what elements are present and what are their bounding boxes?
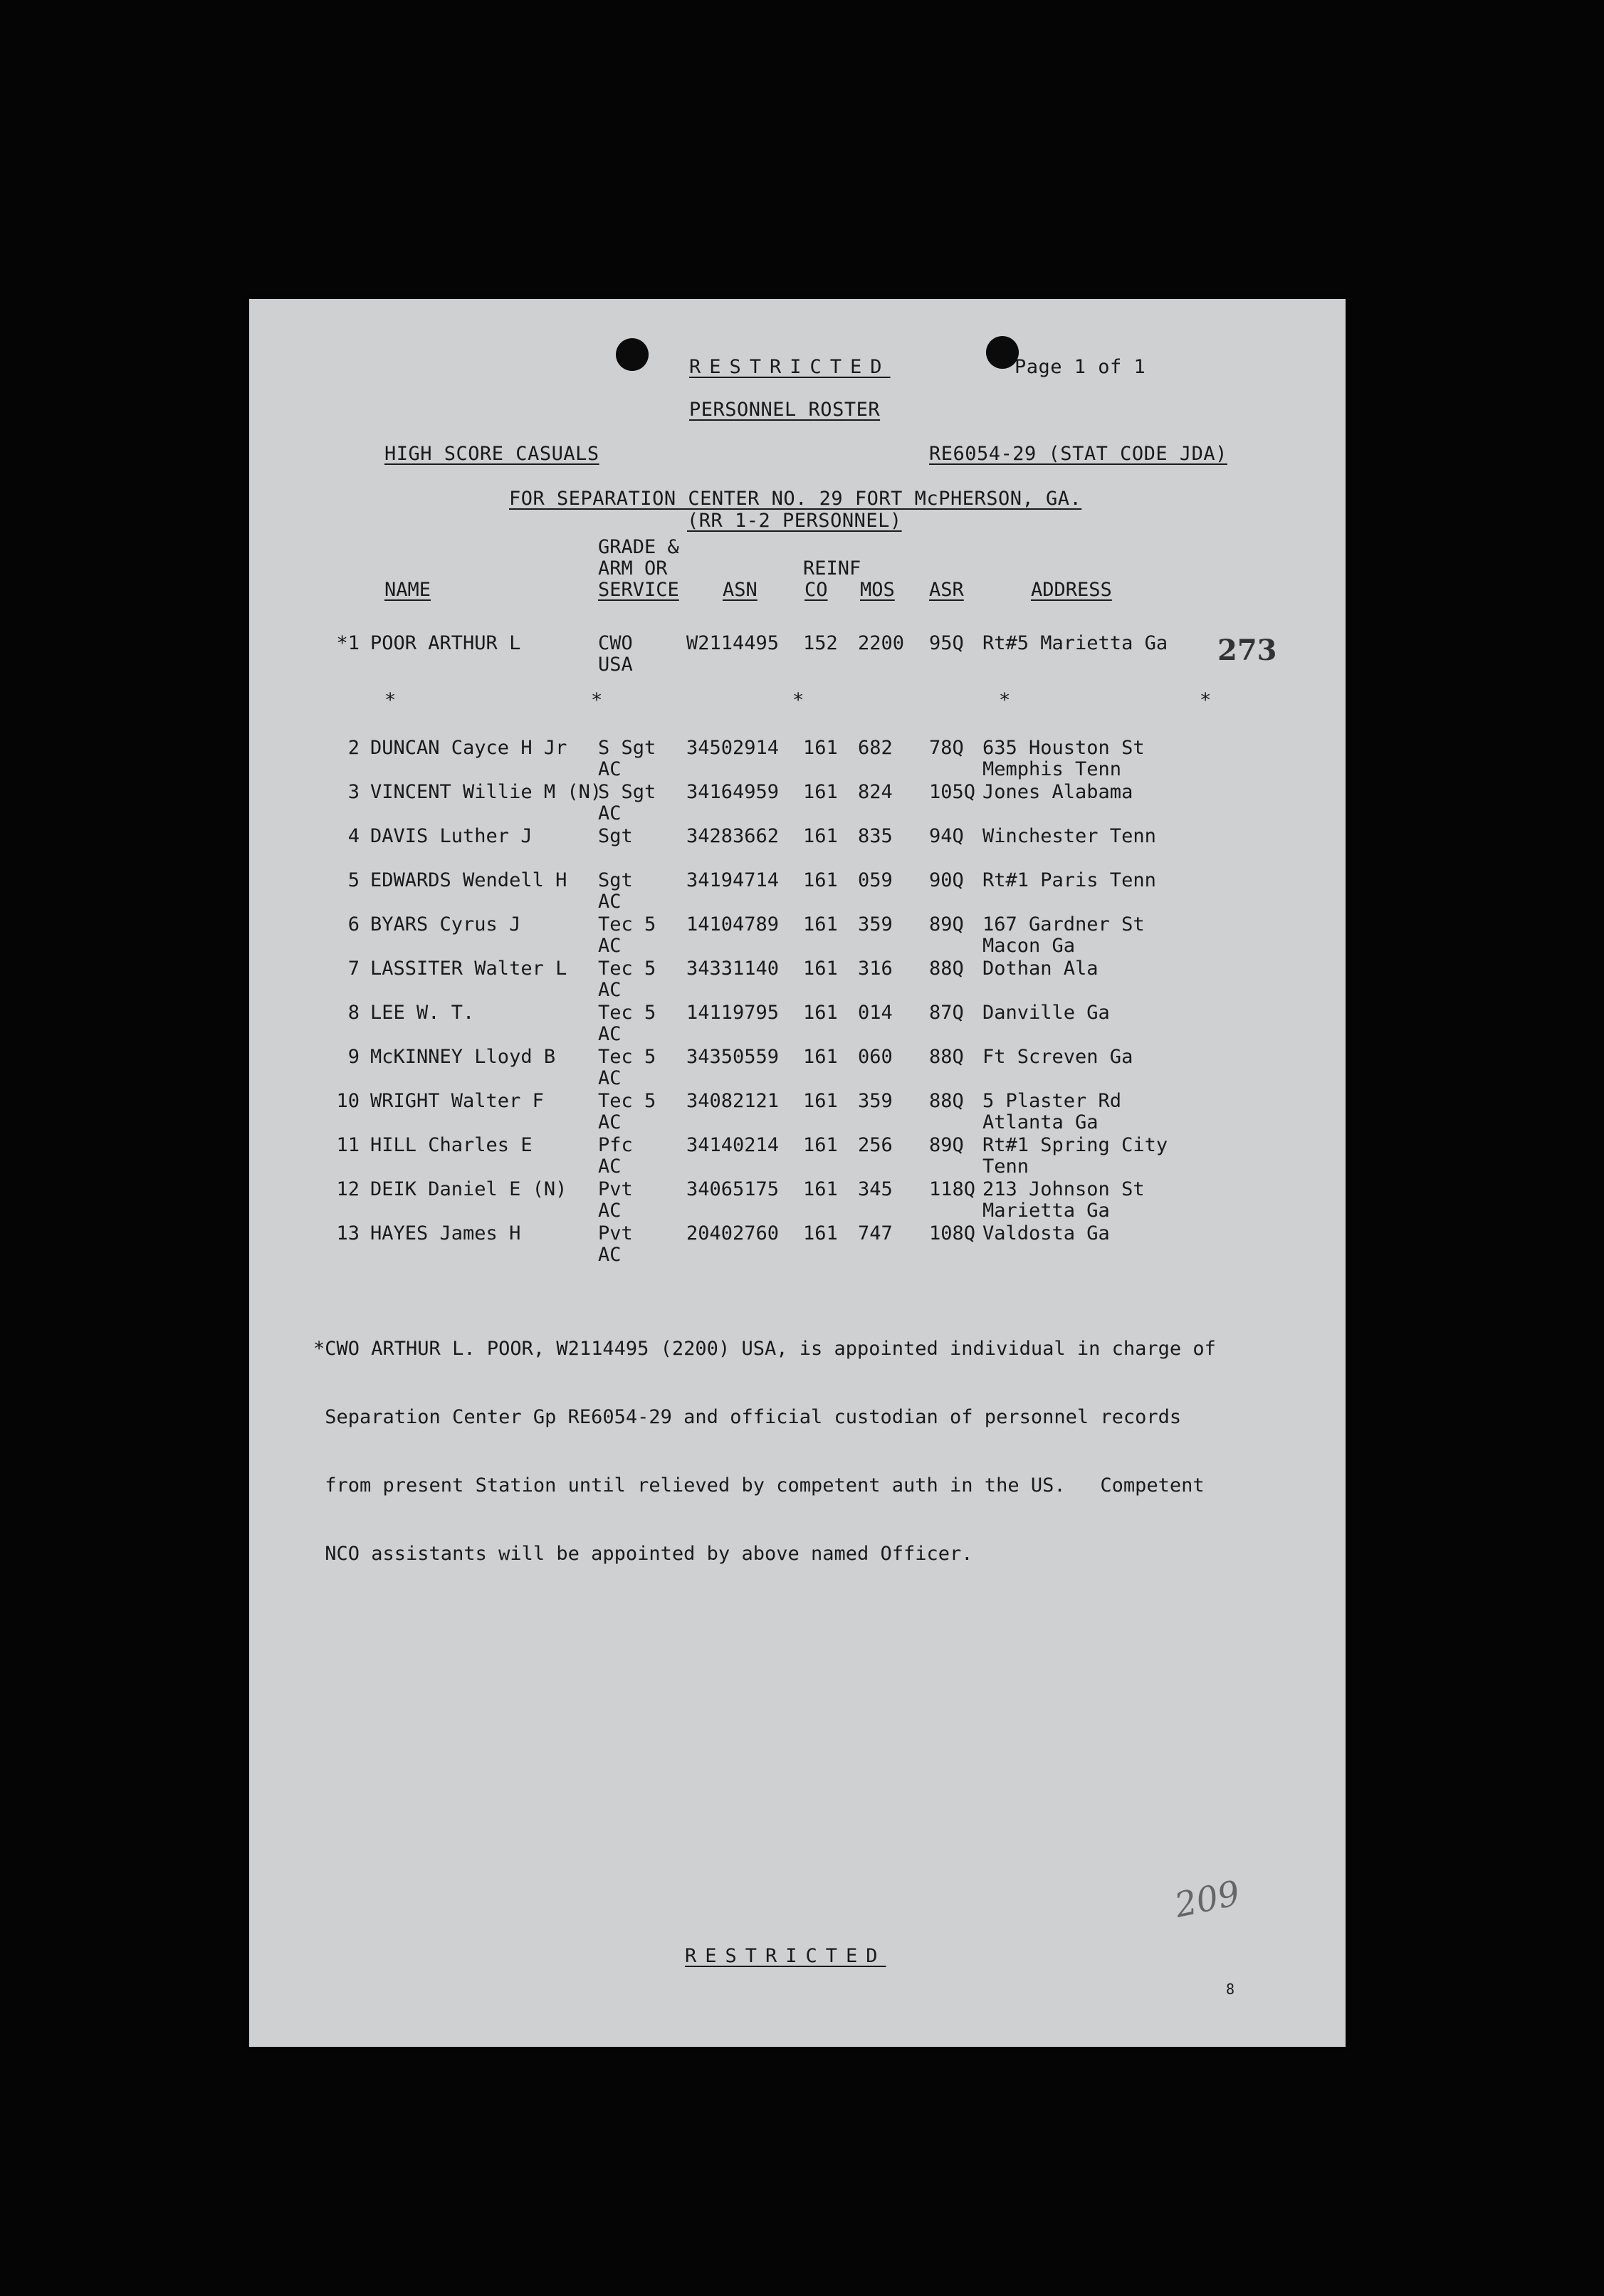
col-co: CO (804, 579, 828, 601)
cell-mos: 256 (858, 1134, 893, 1156)
cell-asr: 88Q (929, 958, 964, 980)
col-grade-1: GRADE & (598, 536, 679, 558)
cell-co: 161 (803, 1002, 838, 1024)
cell-name: BYARS Cyrus J (370, 913, 521, 935)
cell-addr1: 5 Plaster Rd (982, 1090, 1122, 1112)
cell-name: LEE W. T. (370, 1002, 475, 1024)
cell-addr1: Jones Alabama (982, 781, 1133, 803)
cell-name: DEIK Daniel E (N) (370, 1178, 567, 1200)
cell-mos: 059 (858, 869, 893, 891)
cell-asn: 20402760 (686, 1222, 780, 1244)
cell-mos: 014 (858, 1002, 893, 1024)
cell-grade: Tec 5 (598, 1002, 656, 1024)
cell-mos: 060 (858, 1046, 893, 1068)
cell-mos: 835 (858, 825, 893, 847)
cell-addr2: Atlanta Ga (982, 1111, 1099, 1133)
cell-num: 9 (347, 1046, 360, 1068)
restricted-header: RESTRICTED (689, 356, 891, 378)
cell-mos: 2200 (858, 632, 905, 654)
cell-grade: Pfc (598, 1134, 633, 1156)
cell-name: EDWARDS Wendell H (370, 869, 567, 891)
cell-service: AC (598, 1200, 622, 1222)
cell-grade: Pvt (598, 1178, 633, 1200)
cell-addr2: Macon Ga (982, 935, 1076, 957)
cell-addr1: Rt#1 Paris Tenn (982, 869, 1156, 891)
cell-service: AC (598, 802, 622, 824)
cell-name: WRIGHT Walter F (370, 1090, 544, 1112)
restricted-footer: RESTRICTED (685, 1945, 886, 1967)
cell-num: 5 (347, 869, 360, 891)
cell-asn: 34502914 (686, 737, 780, 759)
cell-grade: S Sgt (598, 737, 656, 759)
cell-service: AC (598, 979, 622, 1001)
cell-mos: 316 (858, 958, 893, 980)
footnote-line: *CWO ARTHUR L. POOR, W2114495 (2200) USA, is appointed individual in charge of (313, 1338, 1216, 1360)
cell-addr2: Memphis Tenn (982, 758, 1122, 780)
cell-asr: 89Q (929, 1134, 964, 1156)
separator-mark: * (792, 689, 804, 711)
cell-asr: 88Q (929, 1046, 964, 1068)
col-grade-2: ARM OR (598, 557, 668, 580)
cell-asr: 105Q (929, 781, 976, 803)
cell-mos: 824 (858, 781, 893, 803)
cell-asn: 34065175 (686, 1178, 780, 1200)
cell-num: 12 (336, 1178, 360, 1200)
cell-asn: 34194714 (686, 869, 780, 891)
cell-asn: 34350559 (686, 1046, 780, 1068)
cell-service: AC (598, 935, 622, 957)
cell-co: 161 (803, 1222, 838, 1244)
cell-mos: 359 (858, 913, 893, 935)
col-grade-3: SERVICE (598, 579, 679, 601)
cell-addr1: Danville Ga (982, 1002, 1110, 1024)
cell-addr1: 635 Houston St (982, 737, 1145, 759)
cell-co: 152 (803, 632, 838, 654)
cell-asn: 14119795 (686, 1002, 780, 1024)
cell-co: 161 (803, 781, 838, 803)
cell-num: 3 (347, 781, 360, 803)
cell-asr: 88Q (929, 1090, 964, 1112)
cell-mos: 345 (858, 1178, 893, 1200)
cell-mos: 747 (858, 1222, 893, 1244)
cell-asr: 87Q (929, 1002, 964, 1024)
cell-asr: 94Q (929, 825, 964, 847)
cell-name: DAVIS Luther J (370, 825, 533, 847)
cell-asn: 34082121 (686, 1090, 780, 1112)
cell-addr1: 167 Gardner St (982, 913, 1145, 935)
cell-grade: S Sgt (598, 781, 656, 803)
cell-asn: W2114495 (686, 632, 780, 654)
cell-addr1: Rt#1 Spring City (982, 1134, 1168, 1156)
cell-num: 10 (336, 1090, 360, 1112)
handwritten-number: 209 (1171, 1873, 1244, 1926)
cell-grade: Sgt (598, 825, 633, 847)
destination-line: FOR SEPARATION CENTER NO. 29 FORT McPHERSON, GA. (509, 488, 1082, 510)
cell-name: HAYES James H (370, 1222, 521, 1244)
cell-num: *1 (336, 632, 360, 654)
cell-grade: Tec 5 (598, 958, 656, 980)
separator-mark: * (1200, 689, 1212, 711)
roster-title: PERSONNEL ROSTER (689, 399, 881, 421)
cell-co: 161 (803, 913, 838, 935)
cell-service: USA (598, 654, 633, 676)
cell-asr: 95Q (929, 632, 964, 654)
cell-asr: 90Q (929, 869, 964, 891)
cell-num: 2 (347, 737, 360, 759)
cell-asn: 34164959 (686, 781, 780, 803)
unit-code: RE6054-29 (STAT CODE JDA) (929, 443, 1227, 465)
cell-name: LASSITER Walter L (370, 958, 567, 980)
cell-addr1: Ft Screven Ga (982, 1046, 1133, 1068)
footnote (313, 1292, 1216, 1611)
col-reinf: REINF (803, 557, 861, 580)
cell-addr1: Dothan Ala (982, 958, 1099, 980)
cell-grade: Tec 5 (598, 1046, 656, 1068)
cell-addr1: Rt#5 Marietta Ga (982, 632, 1168, 654)
cell-service: AC (598, 1155, 622, 1178)
cell-asn: 34283662 (686, 825, 780, 847)
cell-num: 13 (336, 1222, 360, 1244)
col-mos: MOS (860, 579, 895, 601)
separator-mark: * (384, 689, 397, 711)
cell-addr1: Valdosta Ga (982, 1222, 1110, 1244)
col-address: ADDRESS (1031, 579, 1112, 601)
cell-asn: 34140214 (686, 1134, 780, 1156)
cell-asn: 14104789 (686, 913, 780, 935)
cell-name: VINCENT Willie M (N) (370, 781, 602, 803)
cell-addr1: Winchester Tenn (982, 825, 1156, 847)
col-asr: ASR (929, 579, 964, 601)
stamp-number: 273 (1217, 634, 1277, 667)
separator-mark: * (999, 689, 1011, 711)
page-number: Page 1 of 1 (1015, 356, 1146, 378)
cell-grade: Tec 5 (598, 913, 656, 935)
corner-mark: 8 (1226, 1981, 1235, 1998)
cell-grade: Pvt (598, 1222, 633, 1244)
cell-grade: Tec 5 (598, 1090, 656, 1112)
cell-asr: 108Q (929, 1222, 976, 1244)
cell-service: AC (598, 1111, 622, 1133)
cell-co: 161 (803, 1046, 838, 1068)
footnote-line: from present Station until relieved by competent auth in the US. Competent (313, 1474, 1205, 1496)
cell-co: 161 (803, 1134, 838, 1156)
cell-asr: 89Q (929, 913, 964, 935)
cell-name: DUNCAN Cayce H Jr (370, 737, 567, 759)
cell-num: 4 (347, 825, 360, 847)
cell-addr1: 213 Johnson St (982, 1178, 1145, 1200)
cell-asr: 78Q (929, 737, 964, 759)
cell-co: 161 (803, 869, 838, 891)
cell-co: 161 (803, 1090, 838, 1112)
cell-service: AC (598, 1244, 622, 1266)
cell-name: POOR ARTHUR L (370, 632, 521, 654)
cell-num: 11 (336, 1134, 360, 1156)
cell-mos: 359 (858, 1090, 893, 1112)
col-asn: ASN (723, 579, 758, 601)
cell-service: AC (598, 1067, 622, 1089)
cell-co: 161 (803, 825, 838, 847)
separator-mark: * (591, 689, 603, 711)
cell-asr: 118Q (929, 1178, 976, 1200)
cell-service: AC (598, 1023, 622, 1045)
cell-name: McKINNEY Lloyd B (370, 1046, 556, 1068)
unit-name: HIGH SCORE CASUALS (384, 443, 599, 465)
punch-hole-left (616, 338, 649, 371)
cell-addr2: Marietta Ga (982, 1200, 1110, 1222)
col-name: NAME (384, 579, 431, 601)
cell-co: 161 (803, 1178, 838, 1200)
footnote-line: NCO assistants will be appointed by above named Officer. (313, 1543, 973, 1565)
cell-addr2: Tenn (982, 1155, 1029, 1178)
cell-co: 161 (803, 958, 838, 980)
cell-service: AC (598, 891, 622, 913)
cell-num: 7 (347, 958, 360, 980)
cell-mos: 682 (858, 737, 893, 759)
footnote-line: Separation Center Gp RE6054-29 and official custodian of personnel records (313, 1406, 1182, 1428)
cell-co: 161 (803, 737, 838, 759)
cell-service: AC (598, 758, 622, 780)
cell-num: 8 (347, 1002, 360, 1024)
document-page (249, 299, 1346, 2047)
cell-name: HILL Charles E (370, 1134, 533, 1156)
cell-grade: CWO (598, 632, 633, 654)
cell-grade: Sgt (598, 869, 633, 891)
cell-num: 6 (347, 913, 360, 935)
sub-destination-line: (RR 1-2 PERSONNEL) (687, 510, 902, 532)
cell-asn: 34331140 (686, 958, 780, 980)
